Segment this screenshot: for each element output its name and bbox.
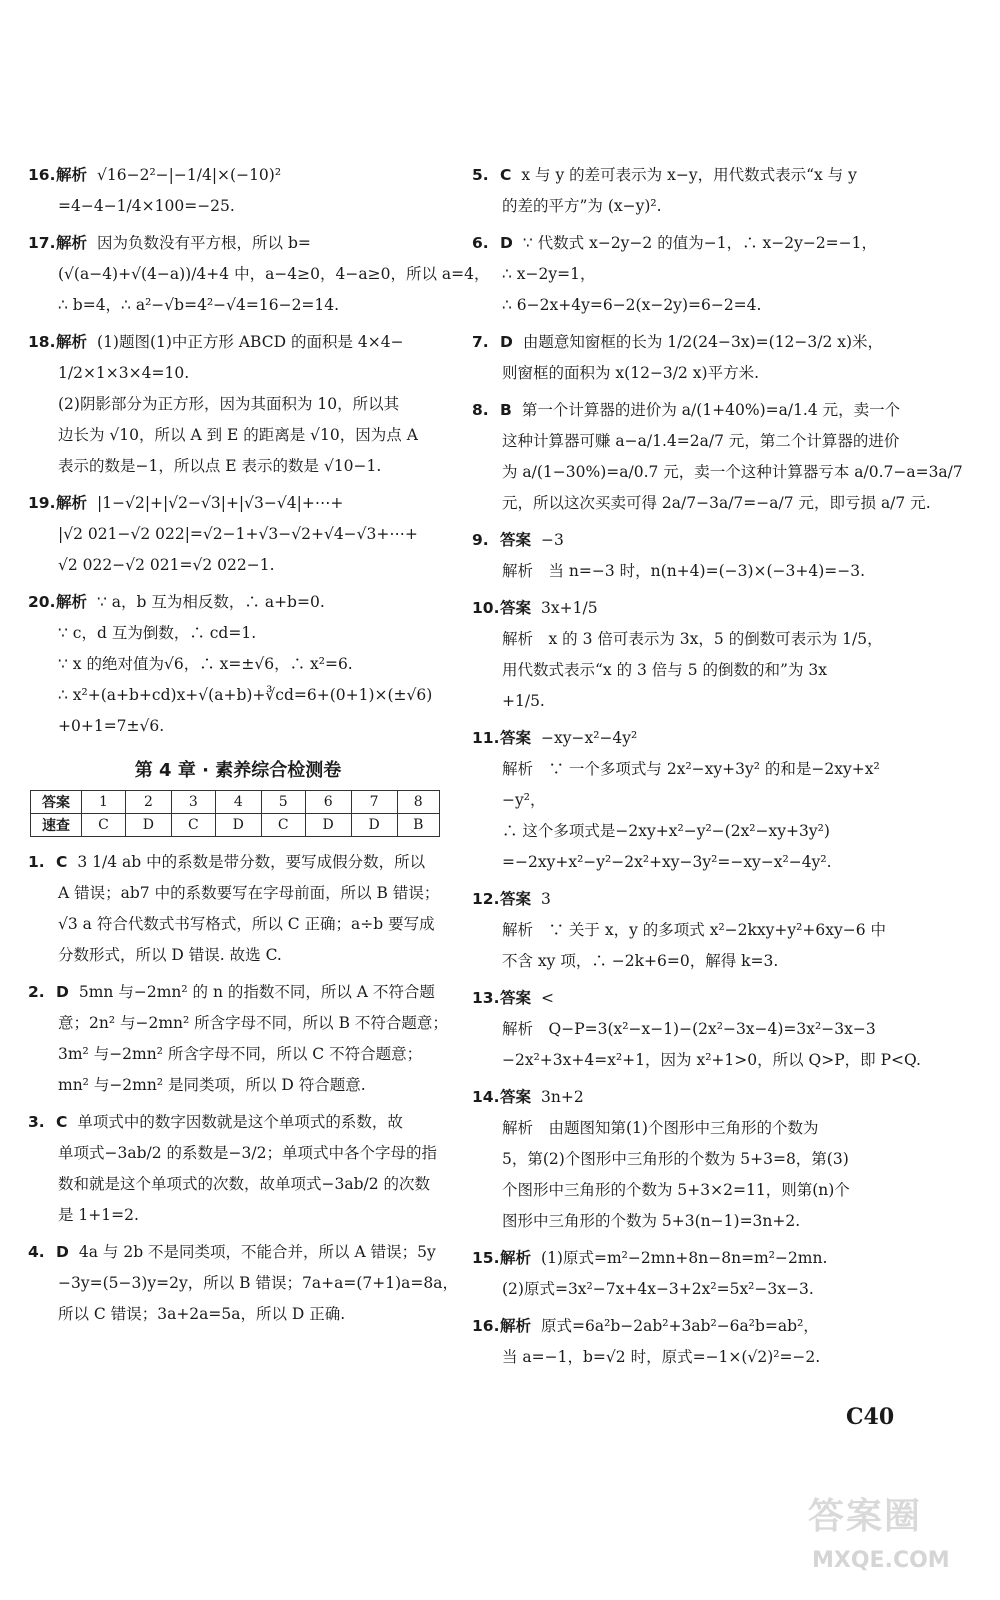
table-cell: D [215, 814, 261, 837]
question-number: 4. [28, 1243, 45, 1261]
solution-first-line [28, 327, 448, 358]
question-number: 15. [472, 1249, 500, 1267]
solution-item [472, 1243, 902, 1305]
solution-text: 4a 与 2b 不是同类项，不能合并，所以 A 错误；5y [78, 1243, 436, 1261]
question-number: 7. [472, 333, 489, 351]
solution-line [28, 358, 448, 389]
solution-line [28, 909, 448, 940]
solution-first-line [472, 983, 902, 1014]
question-number: 3. [28, 1113, 45, 1131]
table-cell: 2 [125, 791, 171, 814]
solution-text: −3 [541, 531, 564, 549]
solution-first-line [472, 884, 902, 915]
solution-line [472, 1342, 902, 1373]
answer-tag: 解析 [56, 494, 88, 512]
table-cell: 6 [305, 791, 351, 814]
solution-item [472, 884, 902, 977]
solution-text: 个图形中三角形的个数为 5+3×2=11，则第(n)个 [502, 1181, 850, 1199]
solution-item [472, 395, 963, 519]
table-cell: 7 [351, 791, 397, 814]
solution-line [472, 358, 902, 389]
solution-line [472, 1144, 902, 1175]
solution-item [472, 228, 902, 321]
answer-tag: 答案 [500, 890, 532, 908]
solution-line [28, 191, 448, 222]
solution-line [472, 556, 902, 587]
solution-text: 是 1+1=2. [58, 1206, 139, 1224]
solution-first-line [28, 587, 448, 618]
solution-line [472, 1113, 902, 1144]
question-number: 17. [28, 234, 56, 252]
solution-text: ∴ b=4，∴ a²−√b=4²−√4=16−2=14. [58, 296, 340, 314]
answer-tag: 答案 [500, 531, 532, 549]
solution-text: 这种计算器可赚 a−a/1.4=2a/7 元，第二个计算器的进价 [502, 432, 900, 450]
solution-text: 5mn 与−2mn² 的 n 的指数不同，所以 A 不符合题 [78, 983, 435, 1001]
answer-tag: 答案 [500, 989, 532, 1007]
solution-text: =−2xy+x²−y²−2x²+xy−3y²=−xy−x²−4y². [502, 853, 832, 871]
watermark-logo: 答案圈 [808, 1496, 923, 1537]
solution-first-line [28, 1237, 448, 1268]
solution-line [472, 785, 902, 816]
question-number: 10. [472, 599, 500, 617]
solution-item [472, 1082, 902, 1237]
solution-text: 解析 由题图知第(1)个图形中三角形的个数为 [502, 1119, 819, 1137]
solution-line [28, 940, 448, 971]
answer-tag: D [500, 333, 513, 351]
solution-text: =4−4−1/4×100=−25. [58, 197, 235, 215]
solution-text: x 与 y 的差可表示为 x−y，用代数式表示“x 与 y [521, 166, 857, 184]
solution-text: 由题意知窗框的长为 1/2(24−3x)=(12−3/2 x)米， [522, 333, 884, 351]
solution-item [28, 587, 448, 742]
solution-item [28, 228, 490, 321]
solution-text: 数和就是这个单项式的次数，故单项式−3ab/2 的次数 [58, 1175, 431, 1193]
table-cell: C [82, 814, 126, 837]
solution-first-line [28, 847, 448, 878]
table-cell: 1 [82, 791, 126, 814]
solution-text: 分数形式，所以 D 错误. 故选 C. [58, 946, 282, 964]
solution-text: 单项式−3ab/2 的系数是−3/2；单项式中各个字母的指 [58, 1144, 437, 1162]
solution-text: +0+1=7±√6. [58, 717, 165, 735]
solution-first-line [472, 723, 902, 754]
solution-first-line [472, 525, 902, 556]
solution-line [472, 426, 902, 457]
solution-line [28, 420, 448, 451]
solution-text: |1−√2|+|√2−√3|+|√3−√4|+⋯+ [97, 494, 344, 512]
solution-text: −xy−x²−4y² [541, 729, 638, 747]
question-number: 8. [472, 401, 489, 419]
question-number: 13. [472, 989, 500, 1007]
solution-text: ∴ 6−2x+4y=6−2(x−2y)=6−2=4. [502, 296, 762, 314]
solution-text: ∵ a，b 互为相反数，∴ a+b=0. [97, 593, 325, 611]
solution-line [28, 290, 448, 321]
question-number: 1. [28, 853, 45, 871]
answer-tag: 解析 [56, 593, 88, 611]
solution-item [472, 593, 902, 717]
solution-item [472, 327, 902, 389]
solution-line [472, 816, 902, 847]
question-number: 2. [28, 983, 45, 1001]
table-cell: D [351, 814, 397, 837]
answer-tag: B [500, 401, 512, 419]
answer-tag: 解析 [500, 1317, 532, 1335]
answer-tag: 答案 [500, 599, 532, 617]
solution-item [28, 977, 448, 1101]
solution-item [472, 525, 902, 587]
answer-tag: D [56, 1243, 69, 1261]
solution-first-line [28, 160, 448, 191]
solution-text: |√2 021−√2 022|=√2−1+√3−√2+√4−√3+⋯+ [58, 525, 418, 543]
solution-line [28, 1268, 458, 1299]
solution-first-line [28, 228, 448, 259]
solution-text: 解析 x 的 3 倍可表示为 3x，5 的倒数可表示为 1/5， [502, 630, 883, 648]
solution-text: 意；2n² 与−2mn² 所含字母不同，所以 B 不符合题意； [58, 1014, 448, 1032]
answer-tag: C [56, 853, 68, 871]
solution-text: 解析 ∵ 关于 x，y 的多项式 x²−2kxy+y²+6xy−6 中 [502, 921, 886, 939]
answer-tag: 解析 [56, 166, 88, 184]
row-header: 答案 [31, 791, 82, 814]
solution-line [28, 519, 448, 550]
solution-text: +1/5. [502, 692, 545, 710]
question-number: 5. [472, 166, 489, 184]
solution-first-line [28, 488, 448, 519]
solution-text: (1)原式=m²−2mn+8n−8n=m²−2mn. [541, 1249, 828, 1267]
solution-text: 用代数式表示“x 的 3 倍与 5 的倒数的和”为 3x [502, 661, 827, 679]
solution-first-line [28, 1107, 448, 1138]
solution-line [28, 451, 448, 482]
solution-text: ∵ 代数式 x−2y−2 的值为−1，∴ x−2y−2=−1， [522, 234, 878, 252]
question-number: 20. [28, 593, 56, 611]
table-row [31, 814, 440, 837]
solution-line [28, 259, 490, 290]
solution-text: 则窗框的面积为 x(12−3/2 x)平方米. [502, 364, 760, 382]
solution-line [28, 1039, 448, 1070]
answer-quick-table [30, 790, 440, 837]
solution-line [28, 389, 448, 420]
solution-item [28, 847, 448, 971]
question-number: 16. [28, 166, 56, 184]
solution-line [28, 711, 448, 742]
solution-text: 不含 xy 项，∴ −2k+6=0，解得 k=3. [502, 952, 779, 970]
solution-line [472, 915, 902, 946]
solution-text: 3n+2 [541, 1088, 584, 1106]
section-title: 第 4 章 · 素养综合检测卷 [134, 760, 342, 781]
answer-tag: D [56, 983, 69, 1001]
solution-text: 3 [541, 890, 551, 908]
question-number: 11. [472, 729, 500, 747]
table-cell: 3 [171, 791, 215, 814]
solution-first-line [472, 395, 902, 426]
solution-text: 第一个计算器的进价为 a/(1+40%)=a/1.4 元，卖一个 [521, 401, 901, 419]
solution-text: 3m² 与−2mn² 所含字母不同，所以 C 不符合题意； [58, 1045, 423, 1063]
solution-line [472, 457, 963, 488]
right-column [472, 160, 963, 1379]
solution-text: 的差的平方”为 (x−y)². [502, 197, 662, 215]
page-number: C40 [846, 1404, 895, 1430]
solution-text: 解析 当 n=−3 时，n(n+4)=(−3)×(−3+4)=−3. [502, 562, 866, 580]
solution-text: 解析 ∵ 一个多项式与 2x²−xy+3y² 的和是−2xy+x² [502, 760, 880, 778]
solution-first-line [472, 1243, 902, 1274]
solution-item [28, 488, 448, 581]
answer-tag: D [500, 234, 513, 252]
solution-text: (1)题图(1)中正方形 ABCD 的面积是 4×4− [97, 333, 404, 351]
solution-text: 边长为 √10，所以 A 到 E 的距离是 √10，因为点 A [58, 426, 418, 444]
table-cell: D [125, 814, 171, 837]
solution-line [472, 1045, 921, 1076]
solution-line [472, 754, 902, 785]
table-cell: C [171, 814, 215, 837]
solution-line [472, 686, 902, 717]
solution-line [472, 1175, 902, 1206]
solution-first-line [472, 327, 902, 358]
solution-line [472, 488, 931, 519]
solution-line [28, 1138, 448, 1169]
solution-text: 所以 C 错误；3a+2a=5a，所以 D 正确. [58, 1305, 346, 1323]
solution-text: √3 a 符合代数式书写格式，所以 C 正确；a÷b 要写成 [58, 915, 435, 933]
solution-text: −y²， [502, 791, 546, 809]
solution-text: (√(a−4)+√(4−a))/4+4 中，a−4≥0，4−a≥0，所以 a=4， [58, 265, 490, 283]
solution-line [472, 624, 902, 655]
solution-text: 解析 Q−P=3(x²−x−1)−(2x²−3x−4)=3x²−3x−3 [502, 1020, 876, 1038]
solution-line [28, 878, 448, 909]
solution-text: 图形中三角形的个数为 5+3(n−1)=3n+2. [502, 1212, 801, 1230]
solution-text: 3 1/4 ab 中的系数是带分数，要写成假分数，所以 [77, 853, 426, 871]
solution-text: √2 022−√2 021=√2 022−1. [58, 556, 275, 574]
solution-line [28, 550, 448, 581]
solution-line [472, 191, 902, 222]
solution-text: 表示的数是−1，所以点 E 表示的数是 √10−1. [58, 457, 382, 475]
solution-text: mn² 与−2mn² 是同类项，所以 D 符合题意. [58, 1076, 366, 1094]
solution-text: (2)阴影部分为正方形，因为其面积为 10，所以其 [58, 395, 400, 413]
solution-line [28, 618, 448, 649]
table-row [31, 791, 440, 814]
solution-first-line [28, 977, 448, 1008]
solution-item [28, 1107, 448, 1231]
solution-text: ∴ x²+(a+b+cd)x+√(a+b)+∛cd=6+(0+1)×(±√6) [58, 686, 433, 704]
solution-text: ∵ x 的绝对值为√6，∴ x=±√6，∴ x²=6. [58, 655, 353, 673]
solution-line [28, 1299, 448, 1330]
answer-tag: C [500, 166, 512, 184]
solution-text: 元，所以这次买卖可得 2a/7−3a/7=−a/7 元，即亏损 a/7 元. [502, 494, 931, 512]
answer-tag: 解析 [56, 333, 88, 351]
solution-first-line [472, 593, 902, 624]
solution-line [28, 1169, 448, 1200]
solution-line [28, 1070, 448, 1101]
solution-line [472, 1274, 902, 1305]
solution-text: ∵ c，d 互为倒数，∴ cd=1. [58, 624, 257, 642]
solution-text: 1/2×1×3×4=10. [58, 364, 190, 382]
solution-line [472, 946, 902, 977]
solution-line [28, 1008, 448, 1039]
table-cell: C [261, 814, 305, 837]
solution-item [472, 160, 902, 222]
solution-line [472, 259, 902, 290]
solution-text: 为 a/(1−30%)=a/0.7 元，卖一个这种计算器亏本 a/0.7−a=3a/7 [502, 463, 963, 481]
question-number: 9. [472, 531, 489, 549]
question-number: 19. [28, 494, 56, 512]
solution-first-line [472, 228, 902, 259]
solution-text: −2x²+3x+4=x²+1，因为 x²+1>0，所以 Q>P，即 P<Q. [502, 1051, 921, 1069]
solution-line [472, 290, 902, 321]
question-number: 18. [28, 333, 56, 351]
question-number: 12. [472, 890, 500, 908]
solution-text: ∴ 这个多项式是−2xy+x²−y²−(2x²−xy+3y²) [502, 822, 830, 840]
watermark-url: MXQE.COM [812, 1548, 950, 1573]
solution-item [28, 327, 448, 482]
solution-first-line [472, 1311, 902, 1342]
table-cell: B [397, 814, 439, 837]
solution-line [472, 1014, 902, 1045]
answer-tag: 解析 [500, 1249, 532, 1267]
solution-item [472, 1311, 902, 1373]
solution-first-line [472, 160, 902, 191]
solution-text: ∴ x−2y=1， [502, 265, 596, 283]
solution-item [472, 723, 902, 878]
solution-first-line [472, 1082, 902, 1113]
solution-line [28, 1200, 448, 1231]
solution-text: 原式=6a²b−2ab²+3ab²−6a²b=ab²， [541, 1317, 819, 1335]
solution-item [28, 160, 448, 222]
solution-item [472, 983, 921, 1076]
answer-tag: 答案 [500, 1088, 532, 1106]
answer-tag: C [56, 1113, 68, 1131]
solution-text: < [541, 989, 555, 1007]
solution-line [472, 1206, 902, 1237]
solution-line [472, 655, 902, 686]
question-number: 6. [472, 234, 489, 252]
solution-text: 因为负数没有平方根，所以 b= [97, 234, 311, 252]
answer-tag: 答案 [500, 729, 532, 747]
table-cell: 8 [397, 791, 439, 814]
question-number: 16. [472, 1317, 500, 1335]
solution-text: (2)原式=3x²−7x+4x−3+2x²=5x²−3x−3. [502, 1280, 814, 1298]
solution-text: 3x+1/5 [541, 599, 598, 617]
solution-text: 当 a=−1，b=√2 时，原式=−1×(√2)²=−2. [502, 1348, 821, 1366]
solution-line [28, 680, 448, 711]
solution-text: 单项式中的数字因数就是这个单项式的系数，故 [77, 1113, 403, 1131]
solution-text: −3y=(5−3)y=2y，所以 B 错误；7a+a=(7+1)a=8a， [58, 1274, 458, 1292]
solution-line [28, 649, 448, 680]
solution-item [28, 1237, 458, 1330]
row-header: 速查 [31, 814, 82, 837]
solution-line [472, 847, 902, 878]
question-number: 14. [472, 1088, 500, 1106]
table-cell: 4 [215, 791, 261, 814]
answer-tag: 解析 [56, 234, 88, 252]
table-cell: D [305, 814, 351, 837]
table-cell: 5 [261, 791, 305, 814]
solution-text: 5，第(2)个图形中三角形的个数为 5+3=8，第(3) [502, 1150, 849, 1168]
solution-text: A 错误；ab7 中的系数要写在字母前面，所以 B 错误； [58, 884, 440, 902]
solution-text: √16−2²−|−1/4|×(−10)² [97, 166, 282, 184]
